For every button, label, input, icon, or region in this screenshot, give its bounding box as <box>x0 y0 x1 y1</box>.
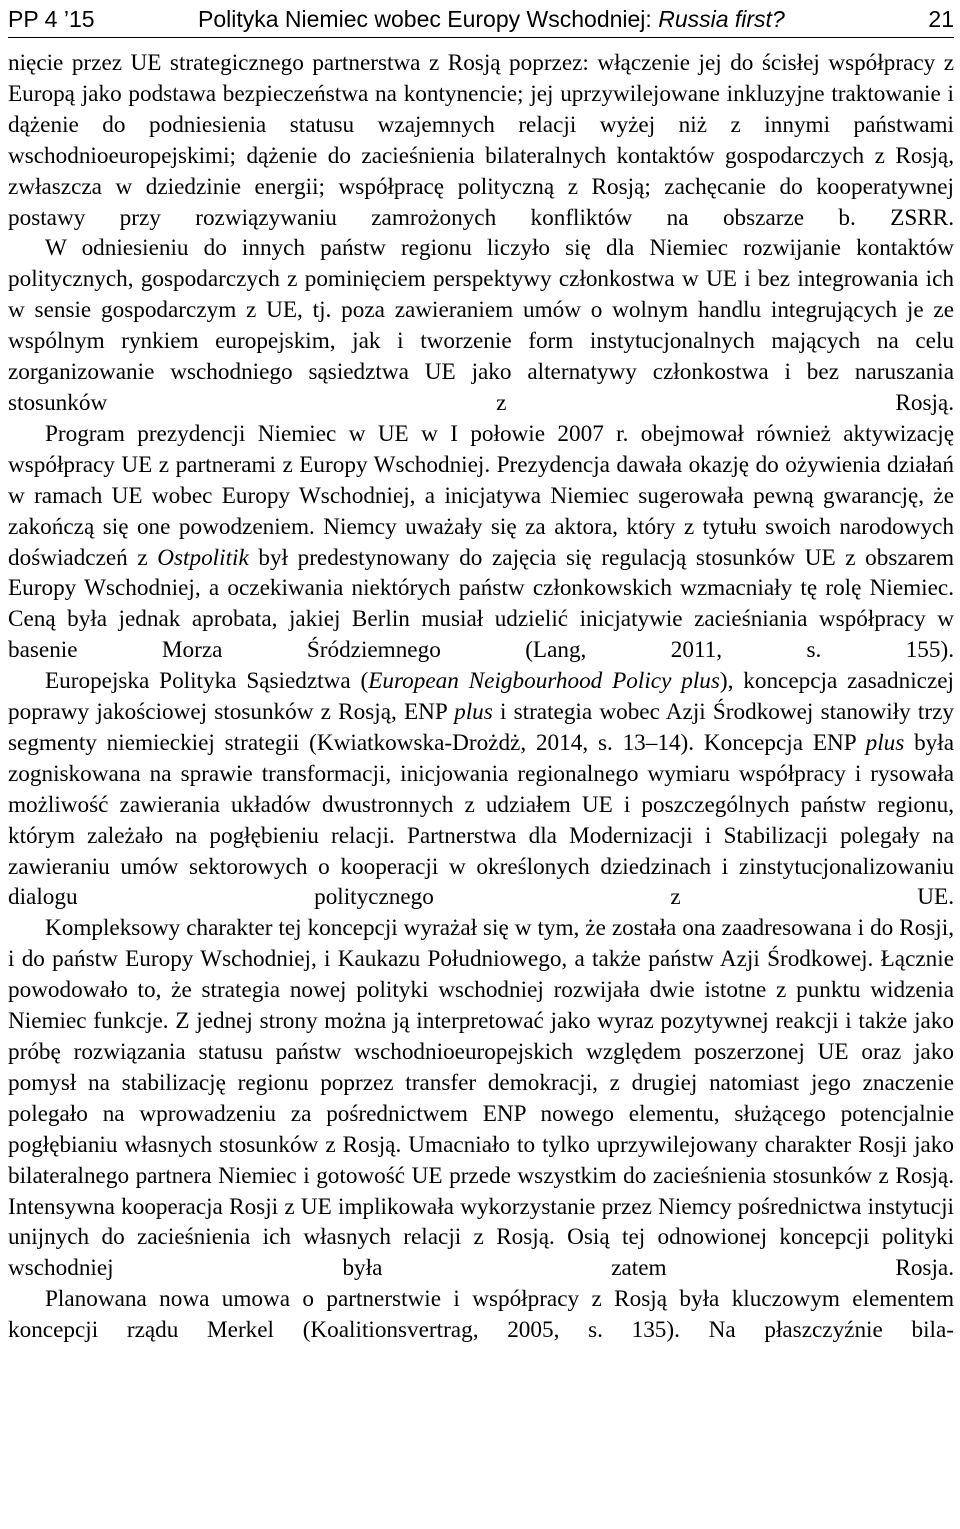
journal-issue: PP 4 ’15 <box>8 6 95 32</box>
body-text <box>8 48 954 1346</box>
text-run: ), koncepcja zasadniczej poprawy jakościowej stosunków z Rosją, ENP <box>8 668 954 726</box>
header-rule <box>8 37 954 38</box>
running-title <box>198 2 785 36</box>
text-run: Kompleksowy charakter tej koncepcji wyrażał się w tym, że została ona zaadresowana i do Rosji, i do państw Europy Wschodniej, i Kaukazu Południowego, a także państw Azji Środkowej. Łącznie powodowało to, że strategia nowej polityki wschodniej rozwijała dwie istotne z punktu widzenia Niemiec funkcje. Z jednej strony można ją interpretować jako wyraz pozytywnej reakcji i także jako próbę rozwiązania statusu państw wschodnioeuropejskich względem poszerzonej UE oraz jako pomysł na stabilizację regionu poprzez transfer demokracji, z drugiej natomiast jego znaczenie polegało na wprowadzeniu za pośrednictwem ENP nowego elementu, służącego potencjalnie pogłębianiu własnych stosunków z Rosją. Umacniało to tylko uprzywilejowany charakter Rosji jako bilateralnego partnera Niemiec i gotowość UE przede wszystkim do zacieśnienia stosunków z Rosją. Intensywna kooperacja Rosji z UE implikowała wykorzystanie przez Niemcy pośrednictwa instytucji unijnych do zacieśnienia ich własnych relacji z Rosją. Osią tej odnowionej koncepcji polityki wschodniej była zatem Rosja. <box>8 915 954 1282</box>
paragraph <box>8 419 954 666</box>
italic-text: Ostpolitik <box>157 544 249 571</box>
text-run: nięcie przez UE strategicznego partnerstwa z Rosją poprzez: włączenie jej do ścisłej współpracy z Europą jako podstawa bezpieczeństwa na kontynencie; jej uprzywilejowane inkluzyjne traktowanie i dążenie do podniesienia statusu wzajemnych relacji wyżej niż z innymi państwami wschodnioeuropejskimi; dążenie do zacieśnienia bilateralnych kontaktów gospodarczych z Rosją, zwłaszcza w dziedzinie energii; współpracę polityczną z Rosją; zachęcanie do kooperatywnej postawy przy rozwiązywaniu zamrożonych konfliktów na obszarze b. ZSRR. <box>8 50 954 231</box>
text-run: Planowana nowa umowa o partnerstwie i współpracy z Rosją była kluczowym elementem koncepcji rządu Merkel (Koalitionsvertrag, 2005, s. 135). Na płaszczyźnie bila- <box>8 1286 954 1344</box>
paragraph <box>8 1284 954 1346</box>
running-title-italic: Russia first? <box>658 6 785 32</box>
paragraph <box>8 913 954 1284</box>
italic-text: European Neigbourhood Policy plus <box>368 668 720 695</box>
paragraph <box>8 233 954 418</box>
text-run: była zogniskowana na sprawie transformacji, inicjowania regionalnego wymiaru współpracy i rysowała możliwość zawierania układów dwustronnych z udziałem UE i poszczególnych państw regionu, którym zależało na pogłębieniu relacji. Partnerstwa dla Modernizacji i Stabilizacji polegały na zawieraniu umów sektorowych o kooperacji w określonych dziedzinach i zinstytucjonalizowaniu dialogu politycznego z UE. <box>8 729 955 911</box>
text-run: Program prezydencji Niemiec w UE w I połowie 2007 r. obejmował również aktywizację współpracy UE z partnerami z Europy Wschodniej. Prezydencja dawała okazję do ożywienia działań w ramach UE wobec Europy Wschodniej, a inicjatywa Niemiec sugerowała pewną gwarancję, że zakończą się one powodzeniem. Niemcy uważały się za aktora, który z tytułu swoich narodowych doświadczeń z <box>8 420 954 571</box>
italic-text: plus <box>454 699 493 726</box>
text-run: był predestynowany do zajęcia się regulacją stosunków UE z obszarem Europy Wschodniej, a oczekiwania niektórych państw członkowskich wzmacniały tę rolę Niemiec. Ceną była jednak aprobata, jakiej Berlin musiał udzielić inicjatywie zacieśniania współpracy w basenie Morza Śródziemnego (Lang, 2011, s. 155). <box>8 544 954 664</box>
running-title-text: Polityka Niemiec wobec Europy Wschodniej: <box>198 6 659 32</box>
text-run: Europejska Polityka Sąsiedztwa ( <box>45 668 369 695</box>
paragraph <box>8 666 954 913</box>
text-run: i strategia wobec Azji Środkowej stanowiły trzy segmenty niemieckiej strategii (Kwiatkowska-Drożdż, 2014, s. 13–14). Koncepcja ENP <box>8 699 954 756</box>
page-number: 21 <box>928 6 954 32</box>
italic-text: plus <box>865 729 905 756</box>
paragraph <box>8 48 954 233</box>
text-run: W odniesieniu do innych państw regionu liczyło się dla Niemiec rozwijanie kontaktów politycznych, gospodarczych z pominięciem perspektywy członkostwa w UE i bez integrowania ich w sensie gospodarczym z UE, tj. poza zawieraniem umów o wolnym handlu integrujących je ze wspólnym rynkiem europejskim, jak i tworzenie form instytucjonalnych mających na celu zorganizowanie wschodniego sąsiedztwa UE jako alternatywy członkostwa i bez naruszania stosunków z Rosją. <box>8 235 954 416</box>
running-header <box>8 2 954 36</box>
